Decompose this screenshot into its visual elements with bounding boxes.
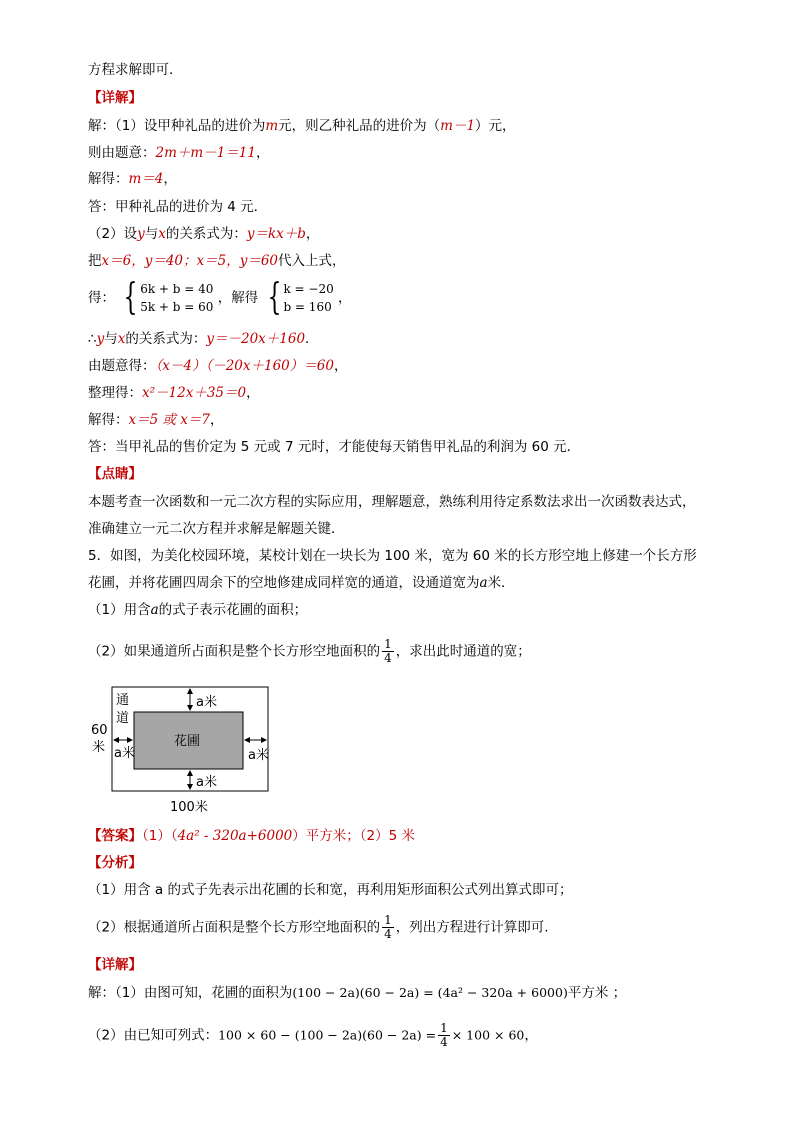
text-line: 本题考查一次函数和一元二次方程的实际应用，理解题意，熟练利用待定系数法求出一次函数表达式， bbox=[88, 494, 696, 510]
height-unit-label: 米 bbox=[92, 740, 106, 755]
analysis-line: （1）用含 a 的式子先表示出花圃的长和宽，再利用矩形面积公式列出算式即可； bbox=[88, 882, 573, 898]
garden-label: 花圃 bbox=[174, 734, 201, 749]
text-line: 准确建立一元二次方程并求解是解题关键． bbox=[88, 521, 345, 537]
text-line: 则由题意：2m＋m－1＝11， bbox=[88, 145, 270, 161]
length-label: 100米 bbox=[170, 800, 208, 815]
detail-line: 解：（1）由图可知，花圃的面积为(100 − 2a)(60 − 2a) = (4a² − 320a + 6000)平方米 ； bbox=[88, 985, 627, 1001]
equation-system: { 6k + b = 40 5k + b = 60 bbox=[123, 277, 214, 318]
text-line: 解得：x＝5 或 x＝7， bbox=[88, 412, 224, 428]
section-tag-comment: 【点睛】 bbox=[88, 466, 142, 482]
text-line: 整理得：x²－12x＋35＝0， bbox=[88, 385, 260, 401]
right-width-label: a米 bbox=[248, 748, 269, 763]
problem-text: 花圃，并将花圃四周余下的空地修建成同样宽的通道，设通道宽为a米． bbox=[88, 575, 515, 591]
text-line: （2）设y与x的关系式为：y＝kx＋b， bbox=[88, 226, 320, 242]
solution-system: { k = −20 b = 160 bbox=[267, 277, 334, 318]
text-line: 解：（1）设甲种礼品的进价为m元，则乙种礼品的进价为（m－1）元， bbox=[88, 118, 516, 134]
text-line: 答：甲种礼品的进价为 4 元． bbox=[88, 199, 268, 215]
detail-line: （2）由已知可列式：100 × 60 − (100 − 2a)(60 − 2a) = $\frac{1}{4}$ × 100 × 60， bbox=[88, 1021, 538, 1049]
problem-text: （1）用含a的式子表示花圃的面积； bbox=[88, 602, 308, 618]
text-line: 把x＝6，y＝40；x＝5，y＝60代入上式， bbox=[88, 253, 346, 269]
section-tag-detail: 【详解】 bbox=[88, 957, 142, 973]
answer-line: 【答案】（1）（4a² - 320a+6000）平方米；（2）5 米 bbox=[88, 828, 416, 844]
text-line: 方程求解即可． bbox=[88, 62, 183, 78]
fraction-one-quarter: $\frac{1}{4}$ bbox=[384, 637, 392, 665]
bottom-width-label: a米 bbox=[196, 775, 217, 790]
text-line: ∴y与x的关系式为：y＝－20x＋160． bbox=[88, 331, 319, 347]
fraction-one-quarter: $\frac{1}{4}$ bbox=[384, 913, 392, 941]
text-line: 由题意得：（x－4）（－20x＋160）＝60， bbox=[88, 358, 348, 374]
analysis-line: （2）根据通道所占面积是整个长方形空地面积的 $\frac{1}{4}$ ，列出方程进行计算即可. bbox=[88, 913, 549, 941]
text-line: 解得：m＝4， bbox=[88, 171, 177, 187]
road-label-char-2: 道 bbox=[116, 711, 130, 726]
fraction-one-quarter: $\frac{1}{4}$ bbox=[440, 1021, 448, 1049]
section-tag-detail: 【详解】 bbox=[88, 90, 142, 106]
problem-text: （2）如果通道所占面积是整个长方形空地面积的 $\frac{1}{4}$ ，求出此时通道的宽； bbox=[88, 637, 531, 665]
height-label: 60 bbox=[91, 723, 108, 738]
equation-system-line: 得： { 6k + b = 40 5k + b = 60 ，解得 { k = −20 b = 160 ， bbox=[88, 277, 352, 318]
text-line: 答：当甲礼品的售价定为 5 元或 7 元时，才能使每天销售甲礼品的利润为 60 元． bbox=[88, 439, 581, 455]
problem-text: 5．如图，为美化校园环境，某校计划在一块长为 100 米，宽为 60 米的长方形空地上修建一个长方形 bbox=[88, 548, 697, 564]
garden-diagram bbox=[86, 682, 286, 817]
left-width-label: a米 bbox=[114, 746, 135, 761]
top-width-label: a米 bbox=[196, 695, 217, 710]
section-tag-analysis: 【分析】 bbox=[88, 855, 142, 871]
road-label-char-1: 通 bbox=[116, 693, 130, 708]
